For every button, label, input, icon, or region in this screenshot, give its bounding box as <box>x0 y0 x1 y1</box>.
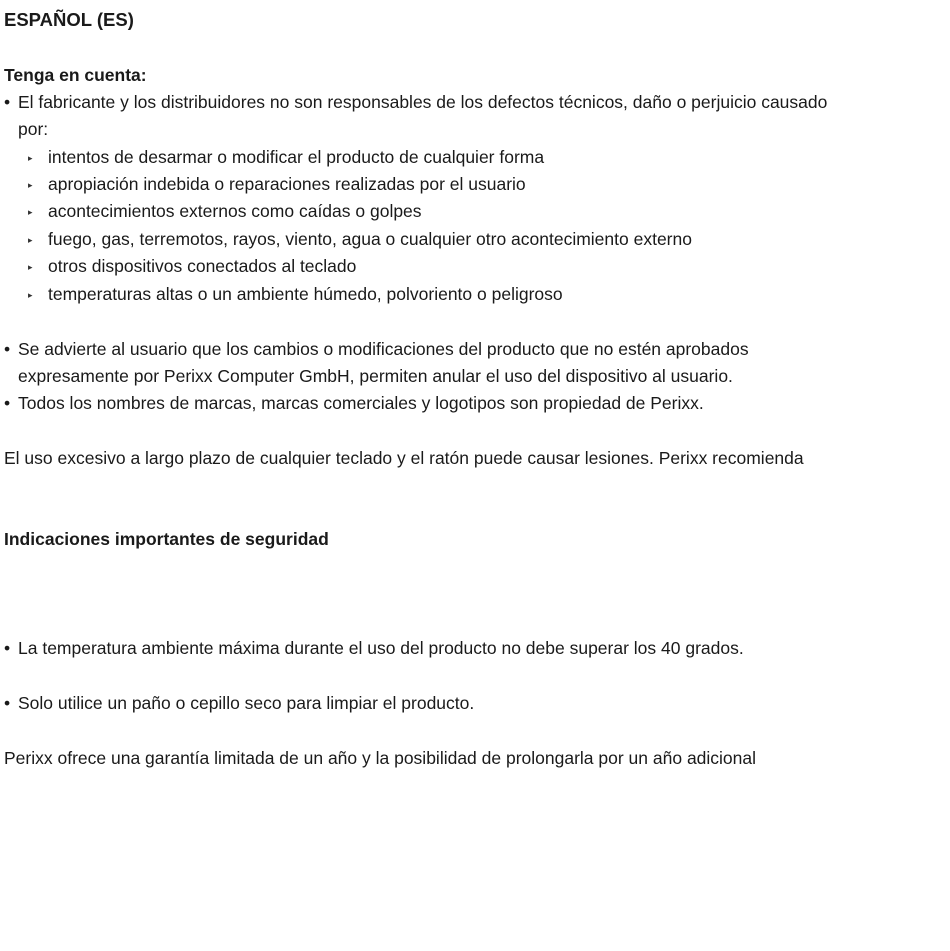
note-title: Tenga en cuenta: <box>4 65 147 85</box>
arrow-icon: ▸ <box>28 180 33 190</box>
arrow-icon: ▸ <box>28 262 33 272</box>
bullet-marker: • <box>4 393 11 413</box>
sub-item-text: fuego, gas, terremotos, rayos, viento, agua o cualquier otro acontecimiento externo <box>48 229 692 249</box>
bullet-marker: • <box>4 339 11 359</box>
sub-item-text: intentos de desarmar o modificar el producto de cualquier forma <box>48 147 545 167</box>
sub-item <box>28 255 356 278</box>
arrow-icon: ▸ <box>28 153 33 163</box>
sub-item-text: apropiación indebida o reparaciones realizadas por el usuario <box>48 174 526 194</box>
sub-item-text: otros dispositivos conectados al teclado <box>48 256 357 276</box>
section-heading: ESPAÑOL (ES) <box>4 9 134 30</box>
sub-item <box>28 146 544 169</box>
sub-item <box>28 228 692 251</box>
bullet-text: La temperatura ambiente máxima durante el uso del producto no debe superar los 40 grados. <box>18 638 744 658</box>
sub-item-text: temperaturas altas o un ambiente húmedo, polvoriento o peligroso <box>48 284 563 304</box>
bullet-modifications-warning <box>4 338 749 360</box>
arrow-icon: ▸ <box>28 207 33 217</box>
sub-item <box>28 200 422 223</box>
warranty-paragraph: Perixx ofrece una garantía limitada de un año y la posibilidad de prolongarla por un año adicional <box>4 748 757 768</box>
usage-paragraph: El uso excesivo a largo plazo de cualquier teclado y el ratón puede causar lesiones. Perixx recomienda <box>4 448 804 468</box>
sub-item-text: acontecimientos externos como caídas o golpes <box>48 201 422 221</box>
safety-bullet-cleaning <box>4 692 474 714</box>
bullet-text: Solo utilice un paño o cepillo seco para limpiar el producto. <box>18 693 475 713</box>
document-page <box>4 0 946 951</box>
arrow-icon: ▸ <box>28 235 33 245</box>
bullet-text: Se advierte al usuario que los cambios o modificaciones del producto que no estén aprobados <box>18 339 749 359</box>
sub-item <box>28 173 526 196</box>
safety-title: Indicaciones importantes de seguridad <box>4 529 329 549</box>
bullet-marker: • <box>4 693 11 713</box>
bullet-manufacturer-liability <box>4 91 827 113</box>
arrow-icon: ▸ <box>28 290 33 300</box>
sub-item <box>28 283 563 306</box>
bullet-trademarks <box>4 392 704 414</box>
bullet-marker: • <box>4 92 11 112</box>
bullet-marker: • <box>4 638 11 658</box>
bullet-manufacturer-liability-cont: por: <box>18 119 49 139</box>
safety-bullet-temperature <box>4 637 744 659</box>
bullet-modifications-warning-cont: expresamente por Perixx Computer GmbH, permiten anular el uso del dispositivo al usuario. <box>18 366 733 386</box>
bullet-text: El fabricante y los distribuidores no son responsables de los defectos técnicos, daño o perjuicio causado <box>18 92 828 112</box>
bullet-text: Todos los nombres de marcas, marcas comerciales y logotipos son propiedad de Perixx. <box>18 393 704 413</box>
